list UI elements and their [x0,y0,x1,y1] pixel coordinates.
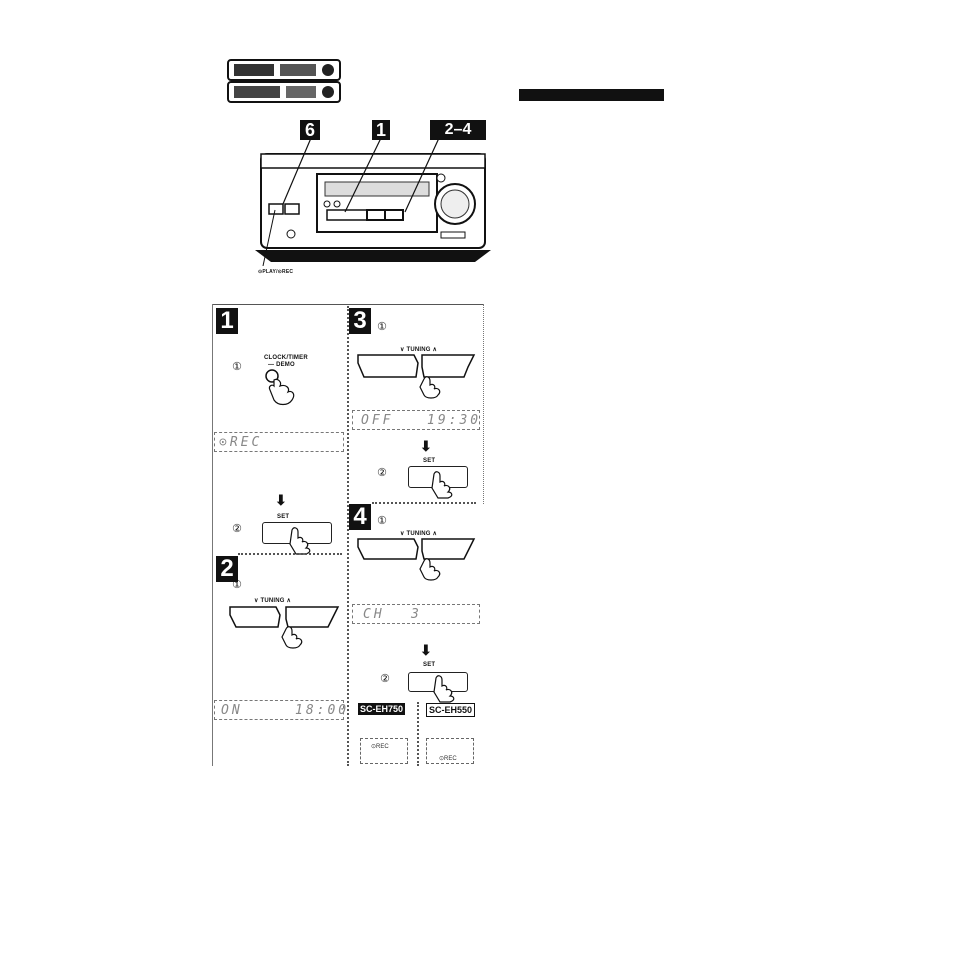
step-3-display-left: OFF [361,413,394,428]
step-1-number: 1 [216,308,238,334]
step-1-sub2-marker: ② [232,522,242,535]
panel-left-border [212,304,213,766]
tuning-buttons-step-4[interactable] [356,537,476,583]
model-divider [417,702,419,766]
step-4-sub2-marker: ② [380,672,390,685]
rec-indicator-sc-eh750 [360,738,408,764]
step-3-display-right: 19:30 [427,413,482,428]
clock-timer-button-press [258,368,302,408]
step-3-display [352,410,480,430]
demo-label: — DEMO [268,362,295,368]
step-3-sub1-marker: ① [377,320,387,333]
step-4-display [352,604,480,624]
set-label-step-4: SET [423,662,436,668]
step-2-display-left: ON [221,703,243,718]
model-label-sc-eh550: SC-EH550 [426,703,475,717]
step-3-sub2-marker: ② [377,466,387,479]
system-thumbnail [226,58,342,104]
hand-press-icon [428,470,462,500]
header-bar [519,89,664,101]
hand-press-icon [430,674,464,704]
down-arrow-icon: ⬇ [420,642,432,658]
down-arrow-icon: ⬇ [420,438,432,454]
rec-indicator-sc-eh750-text: ⊙REC [371,744,389,750]
rec-indicator-sc-eh550 [426,738,474,764]
callout-6: 6 [300,120,320,140]
tuning-label-step-3: ∨ TUNING ∧ [400,347,438,353]
hand-press-icon [286,526,320,556]
tuning-label-step-2: ∨ TUNING ∧ [254,598,292,604]
panel-column-divider [347,306,349,766]
unit-front-panel-illustration [255,138,491,266]
panel-right-border [483,304,484,504]
tuning-label-step-4: ∨ TUNING ∧ [400,531,438,537]
rec-indicator-sc-eh550-text: ⊙REC [439,756,457,762]
step-2-number: 2 [216,556,238,582]
step-1-display-text: ⊙REC [219,435,263,450]
step-4-display-left: CH [363,607,385,622]
step-1-separator [238,553,342,555]
clock-timer-label: CLOCK/TIMER [264,355,308,361]
step-2-display [214,700,350,720]
tuning-buttons-step-3[interactable] [356,353,476,399]
step-1-display [214,432,344,452]
step-4-display-right: 3 [411,607,422,622]
set-label-step-1: SET [277,514,290,520]
set-label-step-3: SET [423,458,436,464]
step-3-number: 3 [349,308,371,334]
step-2-sub1-marker: ① [232,578,242,591]
down-arrow-icon: ⬇ [275,492,287,508]
step-1-sub1-marker: ① [232,360,242,373]
callout-2-4-text: 2–4 [430,120,486,140]
tuning-buttons-step-2[interactable] [228,605,340,651]
callout-1: 1 [372,120,390,140]
play-rec-label: ⊙PLAY/⊙REC [258,269,294,275]
step-4-sub1-marker: ① [377,514,387,527]
model-label-sc-eh750: SC-EH750 [360,704,404,714]
callout-2-4 [430,120,486,140]
step-4-number: 4 [349,504,371,530]
step-2-display-right: 18:00 [295,703,350,718]
step-3-separator [372,502,476,504]
